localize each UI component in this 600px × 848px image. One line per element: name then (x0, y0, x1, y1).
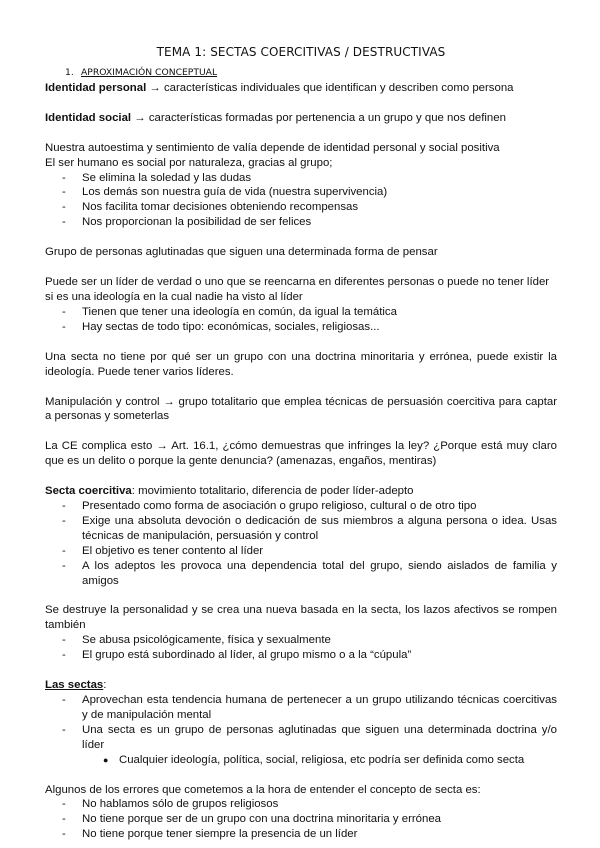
list-item: - No tiene porque tener siempre la presencia de un líder (45, 827, 557, 842)
document-page (45, 40, 557, 842)
personalidad-list (45, 633, 557, 663)
identidad-personal-term: Identidad personal (45, 81, 147, 94)
lider-paragraph: Puede ser un líder de verdad o uno que se reencarna en diferentes personas o puede no tener líder si es una ideología en la cual nadie ha visto al líder (45, 276, 550, 303)
list-item: - Exige una absoluta devoción o dedicación de sus miembros a alguna persona o idea. Usas técnicas de manipulación, persuasión y control (45, 514, 557, 544)
list-item: - Nos proporcionan la posibilidad de ser felices (45, 215, 557, 230)
secta-coercitiva-definition: : movimiento totalitario, diferencia de poder líder-adepto (131, 485, 414, 498)
section-label: APROXIMACIÓN CONCEPTUAL (81, 66, 218, 78)
personalidad-paragraph: Se destruye la personalidad y se crea una nueva basada en la secta, los lazos afectivos se rompen también (45, 604, 557, 632)
ce-paragraph: La CE complica esto → Art. 16.1, ¿cómo demuestras que infringes la ley? ¿Porque está muy claro que es un delito o porque la gente denuncia? (amenazas, engaños, mentiras) (45, 440, 557, 468)
las-sectas-sublist (45, 753, 557, 768)
lider-list (45, 305, 557, 335)
autoestima-list (45, 171, 557, 231)
list-item: - Presentado como forma de asociación o grupo religioso, cultural o de otro tipo (45, 499, 557, 514)
identidad-social-term: Identidad social (45, 111, 132, 124)
identidad-personal-definition: → características individuales que identifican y describen como persona (146, 81, 514, 94)
autoestima-line-2: El ser humano es social por naturaleza, gracias al grupo; (45, 156, 333, 169)
list-item: - Se abusa psicológicamente, física y sexualmente (45, 633, 557, 648)
list-item: - Se elimina la soledad y las dudas (45, 171, 557, 186)
secta-coercitiva-paragraph (45, 484, 557, 499)
list-item: - No tiene porque ser de un grupo con una doctrina minoritaria y errónea (45, 812, 557, 827)
las-sectas-list (45, 693, 557, 753)
minoritaria-paragraph: Una secta no tiene por qué ser un grupo con una doctrina minoritaria y errónea, puede existir la ideología. Puede tener varios líderes. (45, 350, 557, 378)
list-item: ● Cualquier ideología, política, social, religiosa, etc podría ser definida como secta (45, 753, 557, 768)
section-heading (65, 66, 557, 81)
list-item: - Los demás son nuestra guía de vida (nuestra supervivencia) (45, 185, 557, 200)
las-sectas-term: Las sectas (45, 679, 104, 692)
list-item: - Una secta es un grupo de personas aglutinadas que siguen una determinada doctrina y/o líder (45, 723, 557, 753)
list-item: - Nos facilita tomar decisiones obteniendo recompensas (45, 200, 557, 215)
list-item: - No hablamos sólo de grupos religiosos (45, 797, 557, 812)
list-item: - A los adeptos les provoca una dependencia total del grupo, siendo aislados de familia y amigos (45, 559, 557, 589)
secta-coercitiva-term: Secta coercitiva (45, 485, 132, 498)
list-item: - Tienen que tener una ideología en común, da igual la temática (45, 305, 557, 320)
list-item: - Aprovechan esta tendencia humana de pertenecer a un grupo utilizando técnicas coercitivas y de manipulación mental (45, 693, 557, 723)
list-item: - El objetivo es tener contento al líder (45, 544, 557, 559)
list-item: - Hay sectas de todo tipo: económicas, sociales, religiosas... (45, 320, 557, 335)
las-sectas-colon: : (103, 679, 107, 692)
list-item: - El grupo está subordinado al líder, al grupo mismo o a la “cúpula” (45, 648, 557, 663)
identidad-social-definition: → características formadas por pertenencia a un grupo y que nos definen (131, 111, 506, 124)
grupo-paragraph: Grupo de personas aglutinadas que siguen una determinada forma de pensar (45, 246, 438, 259)
las-sectas-heading (45, 678, 557, 693)
errores-paragraph: Algunos de los errores que cometemos a la hora de entender el concepto de secta es: (45, 783, 481, 796)
section-number: 1. (65, 66, 74, 78)
manipulacion-paragraph: Manipulación y control → grupo totalitario que emplea técnicas de persuasión coercitiva para captar a personas y someterlas (45, 395, 557, 423)
errores-list (45, 797, 557, 842)
identidad-personal-paragraph (45, 81, 557, 96)
autoestima-line-1: Nuestra autoestima y sentimiento de valía depende de identidad personal y social positiva (45, 141, 500, 154)
page-title: TEMA 1: SECTAS COERCITIVAS / DESTRUCTIVAS (156, 45, 446, 59)
secta-coercitiva-list (45, 499, 557, 588)
identidad-social-paragraph (45, 111, 557, 126)
